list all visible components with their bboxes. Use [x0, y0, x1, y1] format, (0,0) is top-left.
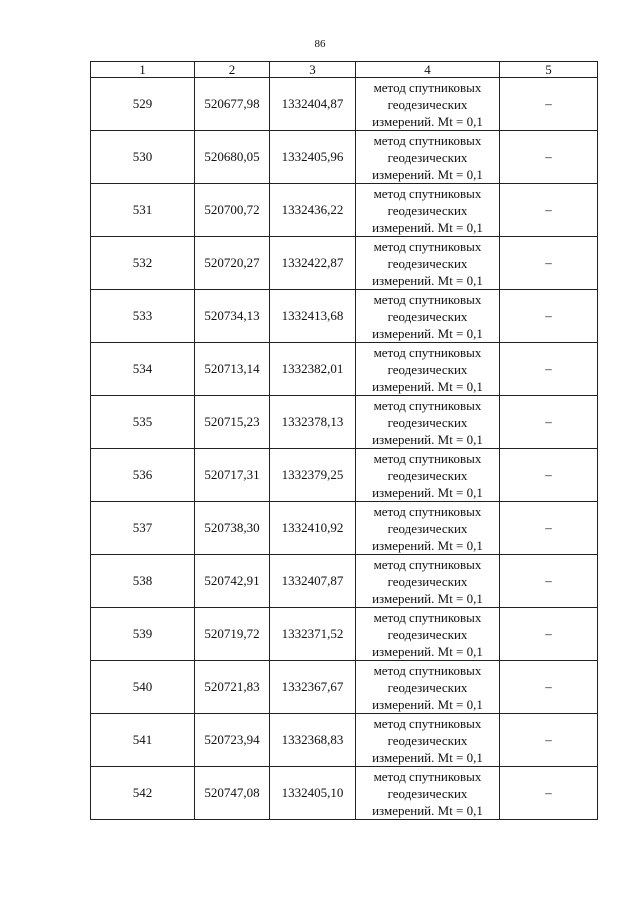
method-cell: [356, 290, 500, 343]
x-coordinate-cell: 520734,13: [195, 290, 270, 343]
method-line-3: измерений. Mt = 0,1: [372, 590, 483, 606]
point-number-cell: 529: [91, 78, 195, 131]
method-line-2: геодезических: [387, 467, 468, 483]
method-line-2: геодезических: [387, 626, 468, 642]
method-line-3: измерений. Mt = 0,1: [372, 431, 483, 447]
point-number-cell: 536: [91, 449, 195, 502]
method-line-2: геодезических: [387, 785, 468, 801]
column-5-cell: –: [500, 290, 598, 343]
table-row: [91, 555, 598, 608]
table-row: [91, 502, 598, 555]
method-line-2: геодезических: [387, 96, 468, 112]
table-row: [91, 608, 598, 661]
y-coordinate-cell: 1332405,10: [270, 767, 356, 820]
point-number-cell: 533: [91, 290, 195, 343]
table-row: [91, 449, 598, 502]
x-coordinate-cell: 520715,23: [195, 396, 270, 449]
point-number-cell: 530: [91, 131, 195, 184]
y-coordinate-cell: 1332378,13: [270, 396, 356, 449]
table-row: [91, 131, 598, 184]
point-number-cell: 534: [91, 343, 195, 396]
point-number-cell: 531: [91, 184, 195, 237]
method-line-3: измерений. Mt = 0,1: [372, 113, 483, 129]
x-coordinate-cell: 520719,72: [195, 608, 270, 661]
column-header-5: 5: [500, 62, 598, 78]
point-number-cell: 538: [91, 555, 195, 608]
column-5-cell: –: [500, 131, 598, 184]
method-line-1: метод спутниковых: [373, 185, 482, 201]
point-number-cell: 532: [91, 237, 195, 290]
method-line-1: метод спутниковых: [373, 662, 482, 678]
y-coordinate-cell: 1332404,87: [270, 78, 356, 131]
method-cell: [356, 502, 500, 555]
method-line-2: геодезических: [387, 520, 468, 536]
method-line-3: измерений. Mt = 0,1: [372, 219, 483, 235]
method-line-1: метод спутниковых: [373, 132, 482, 148]
table-row: [91, 290, 598, 343]
method-line-1: метод спутниковых: [373, 556, 482, 572]
method-line-1: метод спутниковых: [373, 609, 482, 625]
method-line-3: измерений. Mt = 0,1: [372, 325, 483, 341]
column-header-1: 1: [91, 62, 195, 78]
method-line-1: метод спутниковых: [373, 238, 482, 254]
point-number-cell: 542: [91, 767, 195, 820]
table-row: [91, 237, 598, 290]
method-cell: [356, 608, 500, 661]
method-line-3: измерений. Mt = 0,1: [372, 802, 483, 818]
y-coordinate-cell: 1332410,92: [270, 502, 356, 555]
method-line-3: измерений. Mt = 0,1: [372, 537, 483, 553]
method-cell: [356, 78, 500, 131]
method-line-1: метод спутниковых: [373, 768, 482, 784]
column-5-cell: –: [500, 714, 598, 767]
method-line-2: геодезических: [387, 414, 468, 430]
x-coordinate-cell: 520713,14: [195, 343, 270, 396]
column-5-cell: –: [500, 184, 598, 237]
method-cell: [356, 396, 500, 449]
method-line-2: геодезических: [387, 732, 468, 748]
y-coordinate-cell: 1332413,68: [270, 290, 356, 343]
y-coordinate-cell: 1332367,67: [270, 661, 356, 714]
method-line-3: измерений. Mt = 0,1: [372, 696, 483, 712]
method-line-3: измерений. Mt = 0,1: [372, 484, 483, 500]
method-line-2: геодезических: [387, 573, 468, 589]
method-line-1: метод спутниковых: [373, 344, 482, 360]
y-coordinate-cell: 1332382,01: [270, 343, 356, 396]
method-line-2: геодезических: [387, 202, 468, 218]
x-coordinate-cell: 520677,98: [195, 78, 270, 131]
table-body: [91, 78, 598, 820]
method-line-1: метод спутниковых: [373, 397, 482, 413]
method-cell: [356, 131, 500, 184]
x-coordinate-cell: 520723,94: [195, 714, 270, 767]
column-5-cell: –: [500, 78, 598, 131]
method-line-2: геодезических: [387, 308, 468, 324]
table-row: [91, 184, 598, 237]
method-cell: [356, 449, 500, 502]
method-line-1: метод спутниковых: [373, 79, 482, 95]
y-coordinate-cell: 1332379,25: [270, 449, 356, 502]
method-cell: [356, 767, 500, 820]
column-5-cell: –: [500, 449, 598, 502]
method-cell: [356, 661, 500, 714]
column-5-cell: –: [500, 237, 598, 290]
method-cell: [356, 237, 500, 290]
method-line-2: геодезических: [387, 361, 468, 377]
column-5-cell: –: [500, 661, 598, 714]
method-line-3: измерений. Mt = 0,1: [372, 643, 483, 659]
column-5-cell: –: [500, 502, 598, 555]
x-coordinate-cell: 520747,08: [195, 767, 270, 820]
column-header-2: 2: [195, 62, 270, 78]
method-line-1: метод спутниковых: [373, 450, 482, 466]
page-number: 86: [314, 38, 326, 50]
x-coordinate-cell: 520721,83: [195, 661, 270, 714]
method-line-1: метод спутниковых: [373, 291, 482, 307]
point-number-cell: 537: [91, 502, 195, 555]
point-number-cell: 535: [91, 396, 195, 449]
method-line-2: геодезических: [387, 255, 468, 271]
method-line-3: измерений. Mt = 0,1: [372, 272, 483, 288]
y-coordinate-cell: 1332422,87: [270, 237, 356, 290]
column-header-4: 4: [356, 62, 500, 78]
method-line-3: измерений. Mt = 0,1: [372, 749, 483, 765]
x-coordinate-cell: 520717,31: [195, 449, 270, 502]
table-header-row: [91, 62, 598, 78]
table-row: [91, 714, 598, 767]
method-line-3: измерений. Mt = 0,1: [372, 378, 483, 394]
method-line-2: геодезических: [387, 149, 468, 165]
table-row: [91, 78, 598, 131]
x-coordinate-cell: 520700,72: [195, 184, 270, 237]
method-line-1: метод спутниковых: [373, 503, 482, 519]
method-line-2: геодезических: [387, 679, 468, 695]
table-row: [91, 396, 598, 449]
method-cell: [356, 555, 500, 608]
column-5-cell: –: [500, 343, 598, 396]
table-row: [91, 767, 598, 820]
column-5-cell: –: [500, 608, 598, 661]
y-coordinate-cell: 1332371,52: [270, 608, 356, 661]
x-coordinate-cell: 520742,91: [195, 555, 270, 608]
point-number-cell: 541: [91, 714, 195, 767]
table-row: [91, 343, 598, 396]
y-coordinate-cell: 1332407,87: [270, 555, 356, 608]
method-line-3: измерений. Mt = 0,1: [372, 166, 483, 182]
method-cell: [356, 343, 500, 396]
table-row: [91, 661, 598, 714]
y-coordinate-cell: 1332368,83: [270, 714, 356, 767]
column-header-3: 3: [270, 62, 356, 78]
x-coordinate-cell: 520738,30: [195, 502, 270, 555]
column-5-cell: –: [500, 555, 598, 608]
column-5-cell: –: [500, 767, 598, 820]
coordinates-table: [90, 61, 598, 820]
column-5-cell: –: [500, 396, 598, 449]
point-number-cell: 539: [91, 608, 195, 661]
point-number-cell: 540: [91, 661, 195, 714]
y-coordinate-cell: 1332436,22: [270, 184, 356, 237]
y-coordinate-cell: 1332405,96: [270, 131, 356, 184]
x-coordinate-cell: 520720,27: [195, 237, 270, 290]
method-cell: [356, 184, 500, 237]
method-cell: [356, 714, 500, 767]
x-coordinate-cell: 520680,05: [195, 131, 270, 184]
method-line-1: метод спутниковых: [373, 715, 482, 731]
